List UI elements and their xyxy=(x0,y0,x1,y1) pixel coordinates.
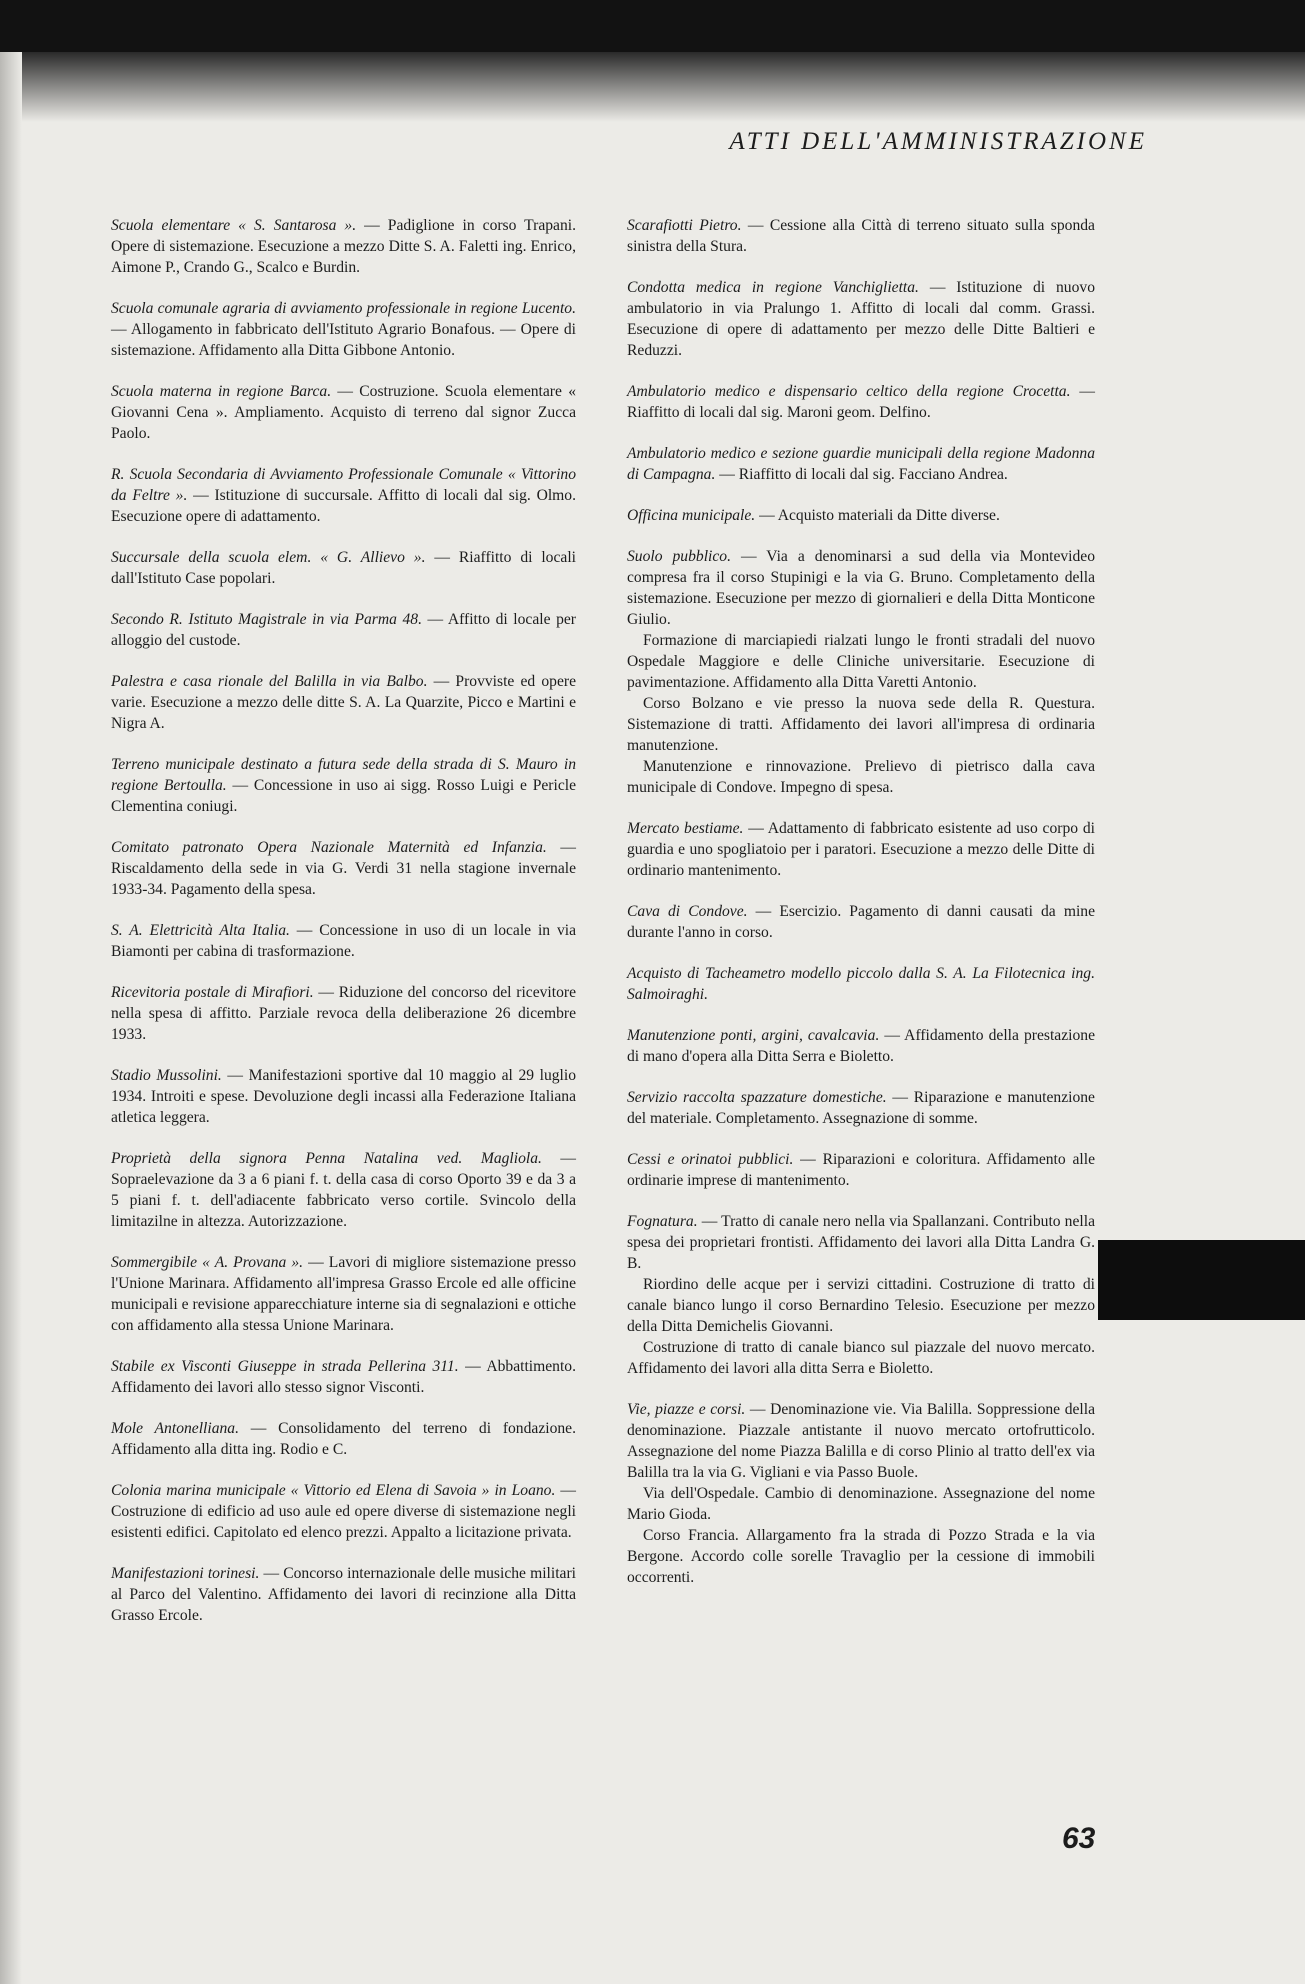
scan-right-tab xyxy=(1098,1240,1305,1320)
entry-title: Officina municipale. xyxy=(627,507,756,524)
entry-paragraph: Formazione di marciapiedi rialzati lungo le fronti stradali del nuovo Ospedale Maggiore e delle Cliniche universitarie. Esecuzione di pavimentazione. Affidamento alla Ditta Varetti Antonio. xyxy=(627,632,1095,691)
entry xyxy=(627,901,1095,943)
entry xyxy=(627,1399,1095,1588)
entry-text: — Costruzione di edificio ad uso aule ed opere diverse di sistemazione negli esistenti edifici. Capitolato ed elenco prezzi. Appalto a licitazione privata. xyxy=(111,1482,576,1541)
entry xyxy=(627,277,1095,361)
entry xyxy=(111,464,576,527)
entry-text: — Riduzione del concorso del ricevitore nella spesa di affitto. Parziale revoca della deliberazione 26 dicembre 1933. xyxy=(111,984,576,1043)
entry-title: Ambulatorio medico e sezione guardie municipali della regione Madonna di Campagna. xyxy=(627,445,1095,483)
entry xyxy=(111,547,576,589)
right-column xyxy=(627,215,1095,1608)
entry-text: — Sopraelevazione da 3 a 6 piani f. t. della casa di corso Oporto 39 e da 3 a 5 piani f. t. dell'adiacente fabbricato verso cortile. Svincolo della limitazilne in altezza. Autorizzazione. xyxy=(111,1150,576,1230)
entry-text: — Manifestazioni sportive dal 10 maggio al 29 luglio 1934. Introiti e spese. Devoluzione degli incassi alla Federazione Italiana atletica leggera. xyxy=(111,1067,576,1126)
entry-title: Cava di Condove. xyxy=(627,903,748,920)
entry-text: — Riparazioni e coloritura. Affidamento alle ordinarie imprese di mantenimento. xyxy=(627,1151,1095,1189)
entry-text: — Istituzione di nuovo ambulatorio in via Pralungo 1. Affitto di locali dal comm. Grassi. Esecuzione di opere di adattamento per mezzo delle Ditte Baltieri e Reduzzi. xyxy=(627,279,1095,359)
entry-title: Vie, piazze e corsi. xyxy=(627,1401,746,1418)
scan-left-shadow xyxy=(0,52,22,1984)
entry xyxy=(627,215,1095,257)
entry-title: Scuola elementare « S. Santarosa ». xyxy=(111,217,357,234)
entry-text: — Concorso internazionale delle musiche militari al Parco del Valentino. Affidamento dei lavori di recinzione alla Ditta Grasso Ercole. xyxy=(111,1565,577,1624)
entry xyxy=(627,505,1095,526)
entry xyxy=(627,1025,1095,1067)
entry xyxy=(627,546,1095,798)
entry-text: — Istituzione di succursale. Affitto di locali dal sig. Olmo. Esecuzione opere di adattamento. xyxy=(111,487,576,525)
entry-title: Scuola materna in regione Barca. xyxy=(111,383,332,400)
entry-paragraph: Corso Bolzano e vie presso la nuova sede della R. Questura. Sistemazione di tratti. Affidamento dei lavori all'impresa di ordinaria manutenzione. xyxy=(627,695,1095,754)
entry-title: Terreno municipale destinato a futura sede della strada di S. Mauro in regione Bertoulla. xyxy=(111,756,576,794)
entry-title: Secondo R. Istituto Magistrale in via Parma 48. xyxy=(111,611,422,628)
entry xyxy=(627,443,1095,485)
entry-title: Ricevitoria postale di Mirafiori. xyxy=(111,984,314,1001)
entry-title: R. Scuola Secondaria di Avviamento Professionale Comunale « Vittorino da Feltre ». xyxy=(111,466,576,504)
entry xyxy=(111,1065,576,1128)
entry-text: — Denominazione vie. Via Balilla. Soppressione della denominazione. Piazzale antistante il nuovo mercato ortofrutticolo. Assegnazione del nome Piazza Balilla e di corso Plinio al tratto dell'ex via Balilla tra la via G. Vigliani e via Passo Buole. xyxy=(627,1401,1095,1481)
entry-paragraph: Riordino delle acque per i servizi cittadini. Costruzione di tratto di canale bianco lungo il corso Bernardino Telesio. Esecuzione per mezzo della Ditta Demichelis Giovanni. xyxy=(627,1276,1095,1335)
entry-text: — Concessione in uso di un locale in via Biamonti per cabina di trasformazione. xyxy=(111,922,577,960)
entry-text: — Riaffitto di locali dall'Istituto Case popolari. xyxy=(111,549,576,587)
entry-text: — Riscaldamento della sede in via G. Verdi 31 nella stagione invernale 1933-34. Pagamento della spesa. xyxy=(111,839,576,898)
entry-text: — Adattamento di fabbricato esistente ad uso corpo di guardia e uno spogliatoio per i paratori. Esecuzione a mezzo delle Ditte di ordinario mantenimento. xyxy=(627,820,1095,879)
entry-title: Comitato patronato Opera Nazionale Maternità ed Infanzia. xyxy=(111,839,547,856)
entry-text: — Riaffitto di locali dal sig. Facciano Andrea. xyxy=(715,466,1008,483)
entry-text: — Allogamento in fabbricato dell'Istituto Agrario Bonafous. — Opere di sistemazione. Affidamento alla Ditta Gibbone Antonio. xyxy=(111,321,576,359)
entry-title: Colonia marina municipale « Vittorio ed Elena di Savoia » in Loano. xyxy=(111,1482,556,1499)
entry xyxy=(111,982,576,1045)
entry xyxy=(111,609,576,651)
entry xyxy=(111,1563,576,1626)
entry-text: — Costruzione. Scuola elementare « Giovanni Cena ». Ampliamento. Acquisto di terreno dal signor Zucca Paolo. xyxy=(111,383,576,442)
entry-text: — Affitto di locale per alloggio del custode. xyxy=(111,611,576,649)
entry-title: Succursale della scuola elem. « G. Allievo ». xyxy=(111,549,426,566)
entry xyxy=(627,818,1095,881)
entry xyxy=(111,1148,576,1232)
entry-title: Palestra e casa rionale del Balilla in via Balbo. xyxy=(111,673,428,690)
entry-text: — Consolidamento del terreno di fondazione. Affidamento alla ditta ing. Rodio e C. xyxy=(111,1420,576,1458)
entry xyxy=(111,1418,576,1460)
entry-title: Suolo pubblico. xyxy=(627,548,731,565)
entry xyxy=(111,1480,576,1543)
left-column xyxy=(111,215,576,1646)
entry-title: Cessi e orinatoi pubblici. xyxy=(627,1151,794,1168)
entry-title: Mercato bestiame. xyxy=(627,820,744,837)
entry xyxy=(627,1211,1095,1379)
entry-text: — Provviste ed opere varie. Esecuzione a mezzo delle ditte S. A. La Quarzite, Picco e Martini e Nigra A. xyxy=(111,673,576,732)
entry-title: Sommergibile « A. Provana ». xyxy=(111,1254,304,1271)
entry-title: Condotta medica in regione Vanchiglietta. xyxy=(627,279,919,296)
entry-text: — Padiglione in corso Trapani. Opere di sistemazione. Esecuzione a mezzo Ditte S. A. Faletti ing. Enrico, Aimone P., Crando G., Scalco e Burdin. xyxy=(111,217,576,276)
scan-top-band xyxy=(0,0,1305,52)
entry-title: Scuola comunale agraria di avviamento professionale in regione Lucento. xyxy=(111,300,576,317)
entry xyxy=(111,671,576,734)
entry xyxy=(111,837,576,900)
entry-text: — Cessione alla Città di terreno situato sulla sponda sinistra della Stura. xyxy=(627,217,1095,255)
entry-text: — Affidamento della prestazione di mano d'opera alla Ditta Serra e Bioletto. xyxy=(627,1027,1095,1065)
running-header: ATTI DELL'AMMINISTRAZIONE xyxy=(729,128,1147,155)
entry-title: S. A. Elettricità Alta Italia. xyxy=(111,922,290,939)
entry-text: — Via a denominarsi a sud della via Montevideo compresa fra il corso Stupinigi e la via G. Bruno. Completamento della sistemazione. Esecuzione per mezzo di giornalieri e della Ditta Monticone Giulio. xyxy=(627,548,1096,628)
entry-title: Stadio Mussolini. xyxy=(111,1067,222,1084)
entry-text: — Concessione in uso ai sigg. Rosso Luigi e Pericle Clementina coniugi. xyxy=(111,777,577,815)
entry-title: Servizio raccolta spazzature domestiche. xyxy=(627,1089,887,1106)
entry xyxy=(627,1149,1095,1191)
entry xyxy=(627,963,1095,1005)
entry-title: Manifestazioni torinesi. xyxy=(111,1565,260,1582)
page-number: 63 xyxy=(1062,1822,1096,1855)
entry-text: — Esercizio. Pagamento di danni causati da mine durante l'anno in corso. xyxy=(627,903,1095,941)
entry-text: — Abbattimento. Affidamento dei lavori allo stesso signor Visconti. xyxy=(111,1358,576,1396)
entry-title: Proprietà della signora Penna Natalina ved. Magliola. xyxy=(111,1150,542,1167)
entry xyxy=(111,1252,576,1336)
entry xyxy=(627,1087,1095,1129)
entry-title: Acquisto di Tacheametro modello piccolo dalla S. A. La Filotecnica ing. Salmoiraghi. xyxy=(627,965,1095,1003)
entry xyxy=(111,215,576,278)
entry-text: — Tratto di canale nero nella via Spallanzani. Contributo nella spesa dei proprietari frontisti. Affidamento dei lavori alla Ditta Landra G. B. xyxy=(627,1213,1095,1272)
entry-paragraph: Via dell'Ospedale. Cambio di denominazione. Assegnazione del nome Mario Gioda. xyxy=(627,1485,1095,1523)
entry xyxy=(627,381,1095,423)
entry xyxy=(111,1356,576,1398)
entry xyxy=(111,298,576,361)
entry-title: Mole Antonelliana. xyxy=(111,1420,239,1437)
entry-text: — Lavori di migliore sistemazione presso l'Unione Marinara. Affidamento all'impresa Grasso Ercole ed alle officine municipali e revisione apparecchiature interne sia di segnalazioni e ottiche con affidamento alla stessa Unione Marinara. xyxy=(111,1254,576,1334)
entry-title: Manutenzione ponti, argini, cavalcavia. xyxy=(627,1027,880,1044)
entry-paragraph: Manutenzione e rinnovazione. Prelievo di pietrisco dalla cava municipale di Condove. Impegno di spesa. xyxy=(627,758,1095,796)
scan-top-fade xyxy=(0,52,1305,122)
entry-title: Stabile ex Visconti Giuseppe in strada Pellerina 311. xyxy=(111,1358,459,1375)
entry-paragraph: Corso Francia. Allargamento fra la strada di Pozzo Strada e la via Bergone. Accordo colle sorelle Travaglio per la cessione di immobili occorrenti. xyxy=(627,1527,1095,1586)
entry-text: — Riparazione e manutenzione del materiale. Completamento. Assegnazione di somme. xyxy=(627,1089,1095,1127)
entry-text: — Riaffitto di locali dal sig. Maroni geom. Delfino. xyxy=(627,383,1095,421)
entry-title: Fognatura. xyxy=(627,1213,698,1230)
entry-paragraph: Costruzione di tratto di canale bianco sul piazzale del nuovo mercato. Affidamento dei lavori alla ditta Serra e Bioletto. xyxy=(627,1339,1095,1377)
entry xyxy=(111,920,576,962)
entry-title: Scarafiotti Pietro. xyxy=(627,217,742,234)
entry xyxy=(111,381,576,444)
entry-text: — Acquisto materiali da Ditte diverse. xyxy=(755,507,1000,524)
entry-title: Ambulatorio medico e dispensario celtico della regione Crocetta. xyxy=(627,383,1071,400)
entry xyxy=(111,754,576,817)
